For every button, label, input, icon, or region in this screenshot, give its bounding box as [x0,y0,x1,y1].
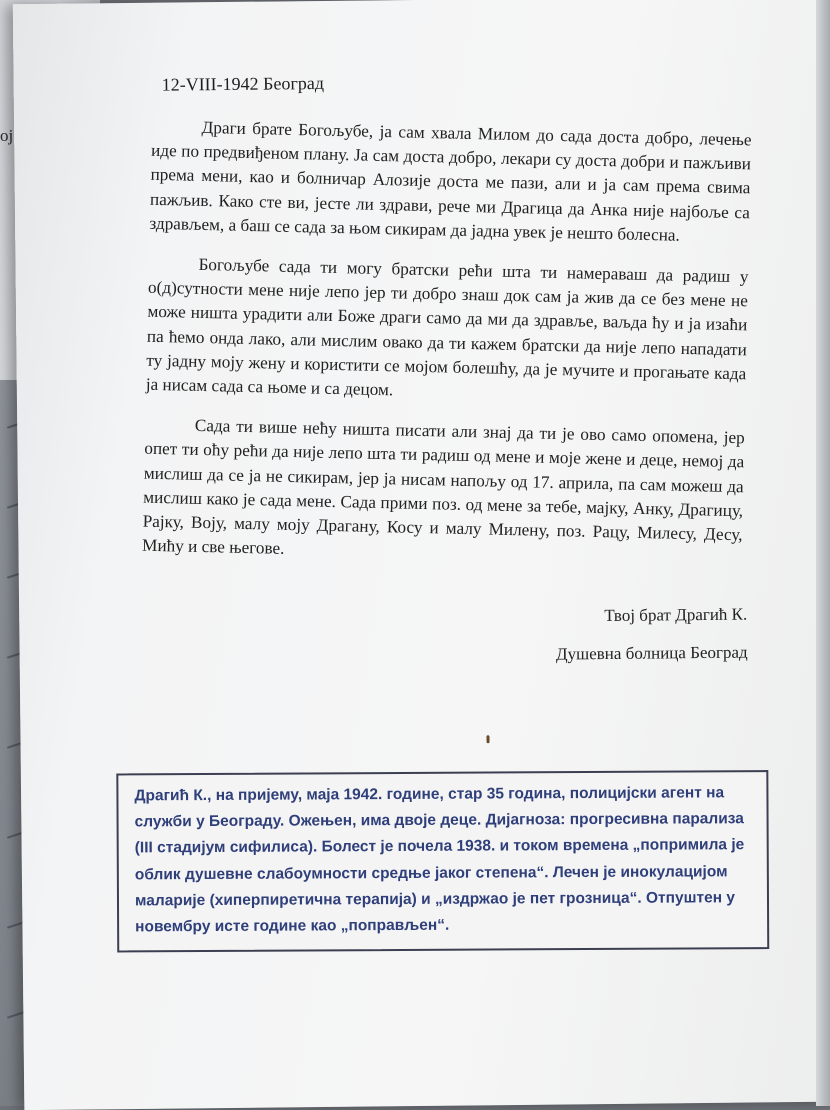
letter-date: 12-VIII-1942 Београд [161,72,325,95]
case-note-text: Драгић К., на пријему, маја 1942. године, стар 35 година, полицијски агент на служби у Београду. Ожењен, има двоје деце. Дијагноза: прогресивна парализа (III стадијум сифилиса). Болест је почела 1938. и током времена „попримила је облик душевне слабоумности средње јаког степена“. Лечен је инокулацијом маларије (хиперпиретична терапија) и „издржао је пет грозница“. Отпуштен у новембру исте године као „поправљен“. [134,784,745,936]
letter-paragraph: Сада ти више нећу ништа писати али знај да ти је ово само опомена, јер опет ти оћу рећи да није лепо шта ти радиш од мене и моје жене и деце, немој да мислиш да се ја не сикирам, јер ја нисам напољу од 17. априла, па сам можеш да мислиш како је сада мене. Сада прими поз. од мене за тебе, мајку, Анку, Драгицу, Рајку, Воју, малу моју Драгану, Косу и малу Милену, поз. Рацу, Милесу, Десу, Мићу и све његове. [141,416,745,559]
case-note-box [116,770,769,953]
sheet-right-edge [816,0,830,1106]
signature-name: Твој брат Драгић К. [604,604,748,626]
letter-body [142,115,752,588]
signature-place: Душевна болница Београд [555,642,748,664]
paper-speck [486,735,489,743]
letter-paragraph: Драги брате Богољубе, ја сам хвала Милом до сада доста добро, лечење иде по предвиђеном плану. Ја сам доста добро, лекари су доста добри и пажљиви према мени, као и болничар Алозије доста ме пази, али и ја сам према свима пажљив. Како сте ви, јесте ли здрави, рече ми Драгица да Анка није најбоље са здрављем, а баш се сада за њом сикирам да јадна увек је нешто болесна. [149,117,752,245]
underlying-text-fragment: oj [0,126,14,145]
letter-sheet [13,0,830,1110]
letter-paragraph: Богољубе сада ти могу братски рећи шта ти намераваш да радиш у о(д)сутности мене није лепо јер ти добро знаш док сам ја жив да се без мене не може ништа урадити али Боже драги само да ми да здравље, ваљда ћу и ја изаћи па ћемо онда лако, али мислим овако да ти кажем братски да није лепо нападати ту јадну моју жену и користити се мојом болешћу, да је мучите и прогањате када ја нисам сада са њоме и са децом. [145,254,749,400]
